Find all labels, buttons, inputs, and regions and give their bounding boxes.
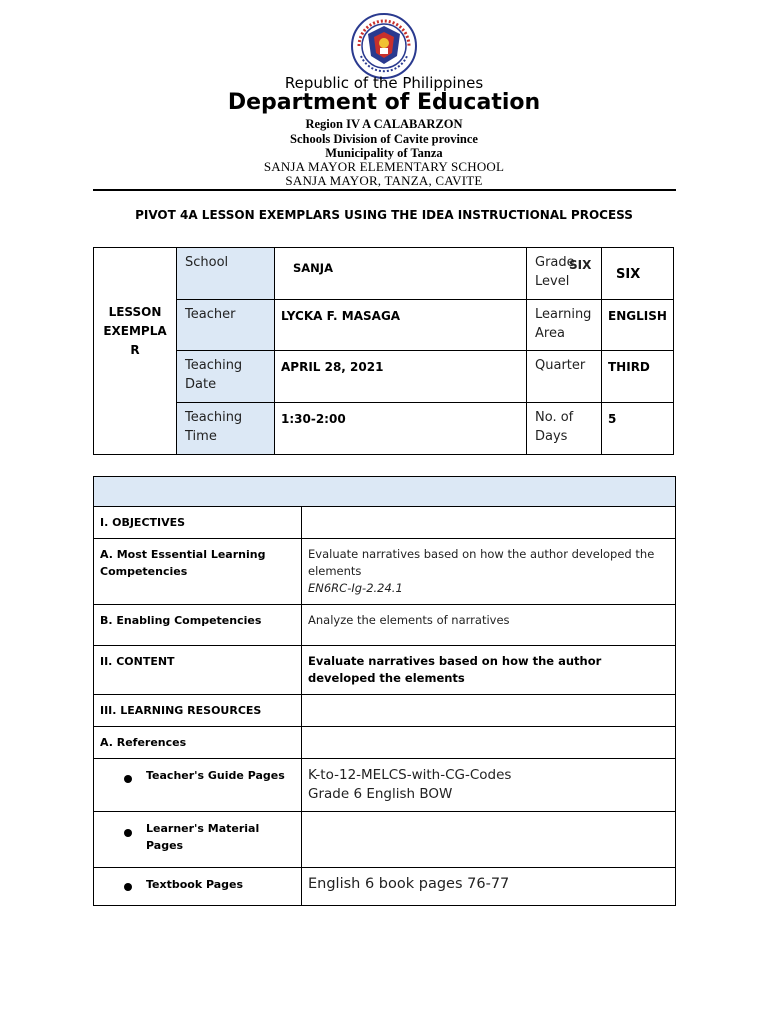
grade-overlap-value: SIX [569, 258, 592, 272]
teacher-value: LYCKA F. MASAGA [275, 300, 527, 351]
melc-value: Evaluate narratives based on how the author developed the elements EN6RC-Ig-2.24.1 [302, 539, 676, 605]
region-line: Region IV A CALABARZON [305, 117, 463, 131]
melc-code: EN6RC-Ig-2.24.1 [308, 581, 403, 595]
lesson-exemplar-label: LESSON EXEMPLA R [94, 248, 177, 455]
header-divider [93, 189, 676, 191]
school-address-line: SANJA MAYOR, TANZA, CAVITE [285, 173, 483, 188]
references-label: A. References [94, 727, 302, 759]
republic-heading: Republic of the Philippines [284, 74, 484, 92]
division-line: Schools Division of Cavite province [290, 132, 478, 146]
bullet-icon [124, 775, 132, 783]
school-value: SANJA [275, 248, 527, 300]
content-label: II. CONTENT [94, 646, 302, 695]
document-title: PIVOT 4A LESSON EXEMPLARS USING THE IDEA INSTRUCTIONAL PROCESS [135, 208, 633, 222]
textbook-value: English 6 book pages 76-77 [302, 868, 676, 906]
learning-area-value: ENGLISH [602, 300, 674, 351]
objectives-table [93, 476, 676, 906]
school-label: School [177, 248, 275, 300]
quarter-label: Quarter [527, 351, 602, 403]
teachers-guide-label: Teacher's Guide Pages [94, 759, 302, 812]
school-name-line: SANJA MAYOR ELEMENTARY SCHOOL [263, 159, 505, 174]
enabling-label: B. Enabling Competencies [94, 605, 302, 646]
bullet-icon [124, 829, 132, 837]
teaching-time-value: 1:30-2:00 [275, 403, 527, 455]
teaching-time-label: Teaching Time [177, 403, 275, 455]
resources-label: III. LEARNING RESOURCES [94, 695, 302, 727]
lesson-info-table [93, 247, 674, 455]
teaching-date-value: APRIL 28, 2021 [275, 351, 527, 403]
days-label: No. of Days [527, 403, 602, 455]
department-heading: Department of Education [227, 90, 541, 115]
textbook-label: Textbook Pages [94, 868, 302, 906]
deped-seal-logo [347, 12, 421, 80]
objectives-label: I. OBJECTIVES [94, 507, 302, 539]
resources-value [302, 695, 676, 727]
bullet-icon [124, 883, 132, 891]
days-value: 5 [602, 403, 674, 455]
teacher-label: Teacher [177, 300, 275, 351]
learners-material-label: Learner's Material Pages [94, 812, 302, 868]
teaching-date-label: Teaching Date [177, 351, 275, 403]
municipality-line: Municipality of Tanza [325, 146, 443, 160]
objectives-value [302, 507, 676, 539]
content-value: Evaluate narratives based on how the author developed the elements [302, 646, 676, 695]
table-header-band [94, 477, 676, 507]
references-value [302, 727, 676, 759]
enabling-value: Analyze the elements of narratives [302, 605, 676, 646]
learners-material-value [302, 812, 676, 868]
quarter-value: THIRD [602, 351, 674, 403]
learning-area-label: Learning Area [527, 300, 602, 351]
teachers-guide-value: K-to-12-MELCS-with-CG-Codes Grade 6 English BOW [302, 759, 676, 812]
grade-level-label: Grade Level SIX [527, 248, 602, 300]
melc-label: A. Most Essential Learning Competencies [94, 539, 302, 605]
grade-level-value: SIX [602, 248, 674, 300]
